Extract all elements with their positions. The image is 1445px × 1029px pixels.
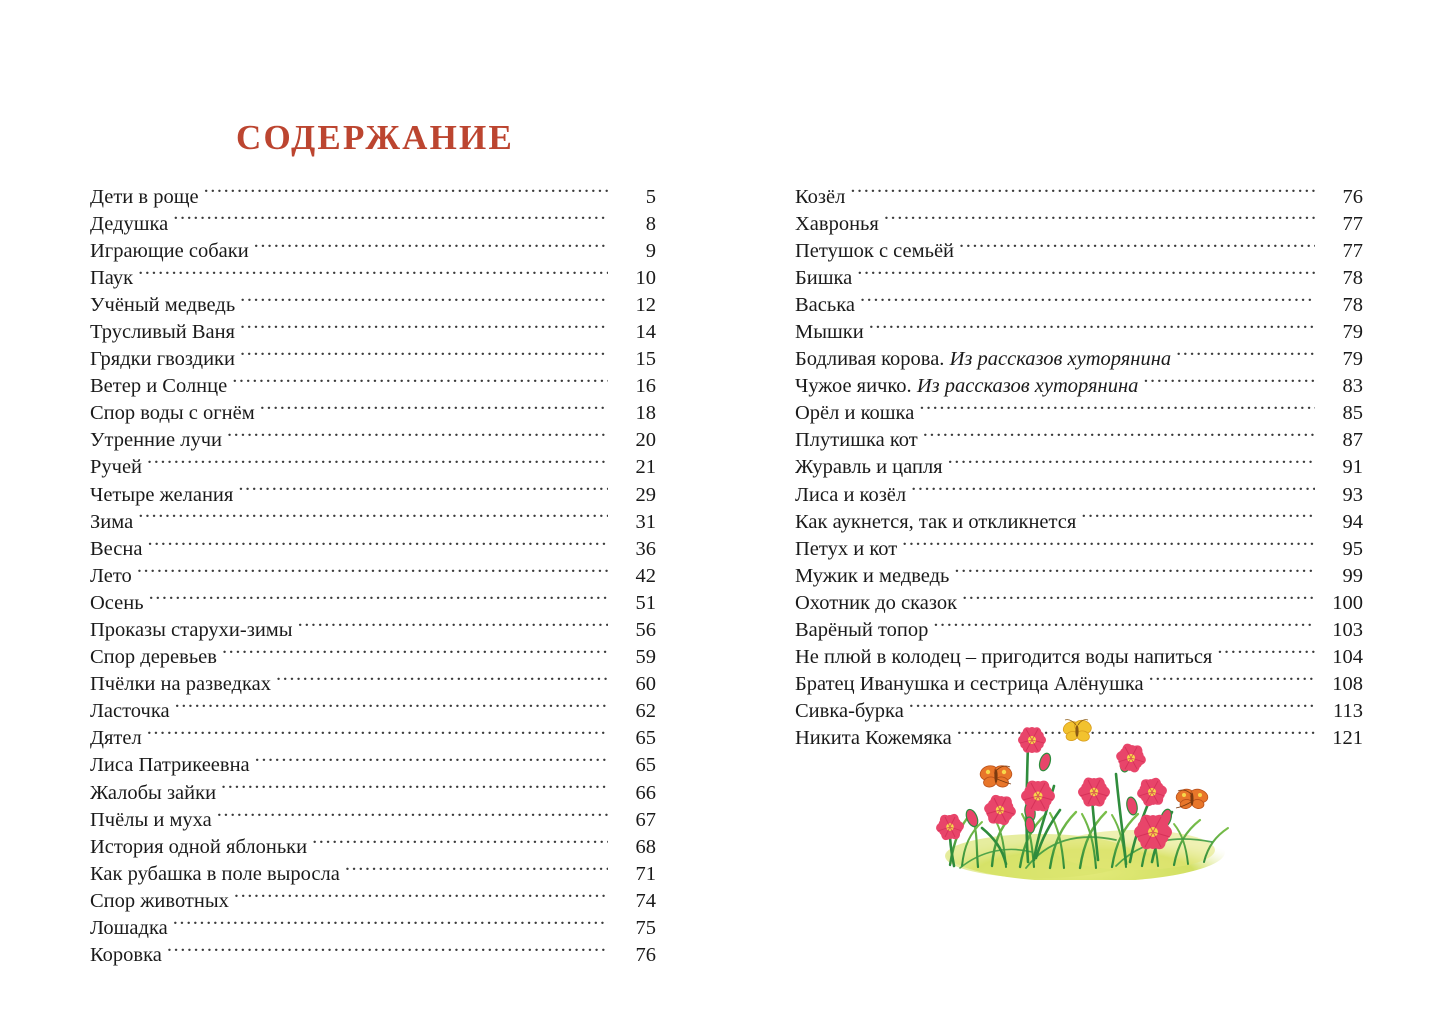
toc-entry-page-number: 108 [1332,673,1363,696]
toc-leader-dots [312,832,608,853]
toc-entry[interactable] [90,236,656,263]
toc-entry-page-number: 94 [1342,510,1363,533]
toc-entry-label: Дети в роще [90,185,199,208]
toc-entry-subtitle: Из рассказов хуторянина [911,375,1139,398]
toc-entry-page-number: 29 [635,483,656,506]
toc-leader-dots [240,345,608,366]
toc-leader-dots [933,616,1315,637]
toc-entry[interactable] [90,886,656,913]
toc-entry-label: Ветер и Солнце [90,375,228,398]
toc-leader-dots [1176,345,1315,366]
toc-entry[interactable] [795,236,1363,263]
toc-leader-dots [919,399,1315,420]
toc-entry-page-number: 75 [635,917,656,940]
toc-entry-label: Не плюй в колодец – пригодится воды напиться [795,646,1213,669]
toc-entry[interactable] [90,399,656,426]
toc-entry-subtitle: Из рассказов хуторянина [944,348,1172,371]
toc-leader-dots [860,290,1315,311]
toc-leader-dots [204,182,608,203]
toc-leader-dots [954,561,1315,582]
toc-entry-label: Проказы старухи-зимы [90,619,293,641]
toc-leader-dots [234,886,608,907]
toc-entry[interactable] [90,832,656,859]
toc-entry[interactable] [90,805,656,832]
toc-leader-dots [1149,670,1315,691]
toc-leader-dots [138,507,608,528]
toc-entry-label: Бишка [795,266,853,289]
toc-entry[interactable] [90,670,656,697]
toc-entry-label: Лиса Патрикеевна [90,754,250,777]
toc-entry-page-number: 51 [635,591,656,614]
toc-entry-label: Никита Кожемяка [795,727,952,750]
toc-leader-dots [254,236,608,257]
toc-column-left [90,182,656,968]
toc-entry-page-number: 8 [645,212,656,235]
toc-entry-label: Петушок с семьёй [795,239,955,262]
toc-leader-dots [1081,507,1315,528]
toc-entry-label: Охотник до сказок [795,591,958,614]
toc-entry-page-number: 66 [635,781,656,804]
toc-entry-page-number: 62 [635,700,656,723]
butterfly-yellow [1061,718,1093,743]
toc-entry-label: История одной яблоньки [90,835,308,858]
toc-entry-label: Бодливая корова. Из рассказов хуторянина [795,348,1172,371]
toc-entry[interactable] [795,670,1363,697]
toc-entry[interactable] [795,480,1363,507]
toc-entry[interactable] [795,263,1363,290]
toc-entry-page-number: 77 [1342,239,1363,262]
toc-entry-page-number: 14 [635,320,656,343]
toc-entry[interactable] [795,561,1363,588]
toc-entry-page-number: 56 [635,619,656,641]
toc-entry-page-number: 36 [635,537,656,560]
toc-leader-dots [240,317,608,338]
toc-entry-page-number: 42 [635,564,656,587]
toc-entry-page-number: 16 [635,375,656,398]
toc-leader-dots [240,290,608,311]
toc-entry[interactable] [90,751,656,778]
toc-leader-dots [869,317,1315,338]
toc-leader-dots [857,263,1315,284]
toc-entry[interactable] [795,453,1363,480]
toc-entry[interactable] [90,290,656,317]
toc-leader-dots [962,588,1315,609]
toc-leader-dots [959,236,1315,257]
toc-entry-page-number: 10 [635,266,656,289]
toc-entry[interactable] [90,643,656,670]
toc-entry-label: Лето [90,564,132,587]
toc-entry-label: Мужик и медведь [795,564,950,587]
toc-entry-page-number: 95 [1342,537,1363,560]
toc-entry-label: Ласточка [90,700,170,723]
toc-entry-label: Хавронья [795,212,879,235]
toc-entry-page-number: 83 [1342,375,1363,398]
toc-leader-dots [298,616,608,637]
toc-entry-page-number: 93 [1342,483,1363,506]
toc-entry-page-number: 65 [635,754,656,777]
toc-entry-label: Спор воды с огнём [90,402,255,425]
toc-entry[interactable] [90,724,656,751]
toc-leader-dots [232,372,608,393]
toc-leader-dots [345,859,608,880]
toc-entry-page-number: 99 [1342,564,1363,587]
toc-leader-dots [147,534,608,555]
toc-entry[interactable] [90,588,656,615]
toc-entry-page-number: 71 [635,862,656,885]
toc-entry-page-number: 31 [635,510,656,533]
toc-entry-label: Весна [90,537,143,560]
toc-entry-label: Журавль и цапля [795,456,943,479]
toc-entry-label: Лошадка [90,917,168,940]
carnations-illustration [920,700,1250,880]
toc-entry-label: Как аукнется, так и откликнется [795,510,1077,533]
toc-entry[interactable] [795,209,1363,236]
toc-leader-dots [173,914,608,935]
toc-leader-dots [175,697,608,718]
toc-leader-dots [1143,372,1315,393]
toc-entry[interactable] [795,290,1363,317]
toc-entry-label: Орёл и кошка [795,402,915,425]
toc-entry[interactable] [795,588,1363,615]
toc-entry-page-number: 76 [635,944,656,967]
toc-entry-label: Зима [90,510,134,533]
toc-entry-page-number: 91 [1342,456,1363,479]
toc-leader-dots [173,209,608,230]
toc-leader-dots [902,534,1315,555]
toc-entry-label: Жалобы зайки [90,781,217,804]
toc-leader-dots [911,480,1315,501]
toc-entry-label: Осень [90,591,144,614]
toc-entry-page-number: 65 [635,727,656,750]
toc-entry-page-number: 79 [1342,348,1363,371]
toc-entry[interactable] [795,426,1363,453]
toc-entry[interactable] [90,480,656,507]
toc-entry[interactable] [90,534,656,561]
toc-entry[interactable] [795,643,1363,670]
toc-entry-page-number: 59 [635,646,656,669]
toc-entry-page-number: 9 [645,239,656,262]
toc-leader-dots [222,643,608,664]
toc-entry[interactable] [90,941,656,968]
toc-entry[interactable] [90,263,656,290]
toc-entry-page-number: 60 [635,673,656,696]
toc-entry-label: Утренние лучи [90,429,222,452]
toc-entry[interactable] [90,859,656,886]
toc-entry-label: Играющие собаки [90,239,249,262]
toc-entry-label: Как рубашка в поле выросла [90,862,340,885]
butterfly-orange-right [1174,787,1209,809]
toc-entry-page-number: 18 [635,402,656,425]
toc-entry-page-number: 21 [635,456,656,479]
toc-entry-page-number: 20 [635,429,656,452]
toc-entry[interactable] [795,616,1363,643]
toc-leader-dots [255,751,608,772]
toc-entry[interactable] [795,507,1363,534]
toc-leader-dots [1217,643,1315,664]
toc-leader-dots [138,263,608,284]
toc-entry-label: Четыре желания [90,483,234,506]
toc-entry[interactable] [90,507,656,534]
toc-entry-label: Чужое яичко. Из рассказов хуторянина [795,375,1139,398]
toc-entry[interactable] [90,317,656,344]
toc-leader-dots [238,480,608,501]
toc-column-right [795,182,1363,751]
toc-entry-page-number: 76 [1342,185,1363,208]
toc-entry-label: Паук [90,266,134,289]
toc-leader-dots [147,724,608,745]
toc-entry-page-number: 100 [1332,591,1363,614]
toc-entry-page-number: 113 [1333,700,1363,723]
toc-leader-dots [948,453,1315,474]
toc-entry-label: Плутишка кот [795,429,918,452]
toc-entry[interactable] [795,534,1363,561]
toc-entry-page-number: 78 [1342,293,1363,316]
toc-entry-label: Братец Иванушка и сестрица Алёнушка [795,673,1144,696]
toc-entry-label: Лиса и козёл [795,483,907,506]
toc-entry-page-number: 87 [1342,429,1363,452]
toc-entry[interactable] [90,561,656,588]
toc-entry[interactable] [795,317,1363,344]
toc-entry-page-number: 5 [645,185,656,208]
toc-leader-dots [167,941,608,962]
toc-entry-label: Мышки [795,320,864,343]
toc-entry-label: Варёный топор [795,619,929,641]
toc-entry-label: Дедушка [90,212,169,235]
toc-entry-page-number: 68 [635,835,656,858]
toc-entry-page-number: 67 [635,808,656,831]
toc-entry-label: Ручей [90,456,143,479]
toc-entry[interactable] [90,345,656,372]
toc-entry-label: Пчёлки на разведках [90,673,271,696]
toc-entry-label: Спор деревьев [90,646,217,669]
toc-entry[interactable] [90,372,656,399]
toc-entry-label: Грядки гвоздики [90,348,235,371]
toc-leader-dots [217,805,608,826]
toc-entry[interactable] [90,453,656,480]
toc-entry[interactable] [795,345,1363,372]
toc-entry-label: Васька [795,293,855,316]
butterfly-orange-left [978,763,1014,788]
toc-entry[interactable] [90,616,656,643]
toc-entry-page-number: 121 [1332,727,1363,750]
toc-entry-label: Спор животных [90,889,229,912]
toc-entry-label: Пчёлы и муха [90,808,212,831]
toc-leader-dots [850,182,1315,203]
toc-leader-dots [221,778,608,799]
page-title: СОДЕРЖАНИЕ [236,118,515,157]
toc-entry-page-number: 104 [1332,646,1363,669]
toc-entry[interactable] [90,182,656,209]
toc-leader-dots [276,670,608,691]
toc-leader-dots [923,426,1315,447]
toc-entry-label: Петух и кот [795,537,898,560]
toc-leader-dots [137,561,608,582]
toc-leader-dots [884,209,1315,230]
toc-leader-dots [260,399,608,420]
toc-entry-page-number: 78 [1342,266,1363,289]
toc-entry[interactable] [795,399,1363,426]
toc-entry-page-number: 103 [1332,619,1363,641]
toc-entry-page-number: 74 [635,889,656,912]
toc-entry[interactable] [90,209,656,236]
toc-leader-dots [149,588,608,609]
toc-entry[interactable] [90,778,656,805]
toc-entry-label: Учёный медведь [90,293,236,316]
toc-entry-label: Сивка-бурка [795,700,904,723]
toc-entry-page-number: 77 [1342,212,1363,235]
toc-entry[interactable] [795,372,1363,399]
toc-entry-page-number: 12 [635,293,656,316]
toc-entry-page-number: 15 [635,348,656,371]
toc-entry[interactable] [90,426,656,453]
toc-entry-label: Козёл [795,185,846,208]
toc-entry-label: Трусливый Ваня [90,320,235,343]
toc-entry-label: Дятел [90,727,142,750]
toc-leader-dots [227,426,608,447]
toc-entry[interactable] [90,697,656,724]
toc-entry-page-number: 79 [1342,320,1363,343]
toc-entry-label: Коровка [90,944,162,967]
toc-entry[interactable] [795,182,1363,209]
toc-entry-page-number: 85 [1342,402,1363,425]
toc-entry[interactable] [90,914,656,941]
toc-leader-dots [147,453,608,474]
